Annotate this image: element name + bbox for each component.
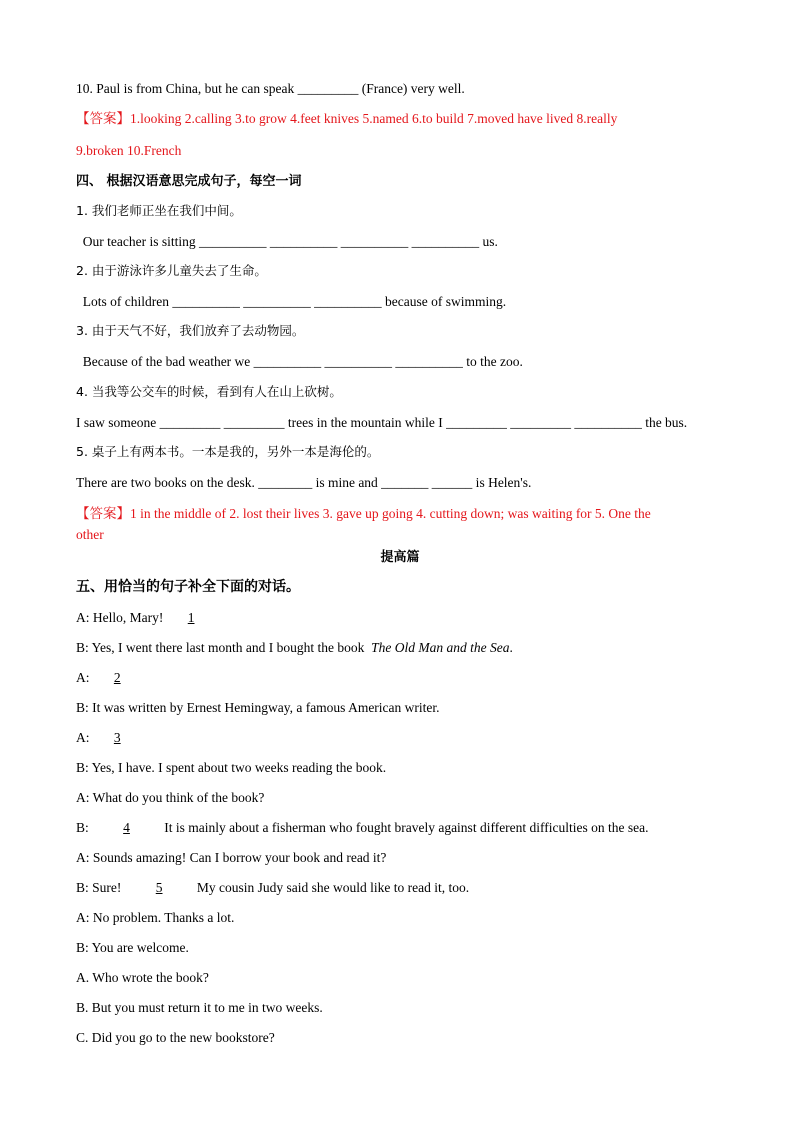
section-tigao-title: 提高篇 [380, 550, 420, 565]
answer-key-2-line-1: 【答案】1 in the middle of 2. lost their lives 3. gave up going 4. cutting down; was waiting for 5. One the [76, 506, 651, 521]
dialogue-text: A: [76, 730, 97, 745]
sentence-4-chinese: 4. 当我等公交车的时候，看到有人在山上砍树。 [76, 384, 342, 399]
dialogue-text: It is mainly about a fisherman who fought bravely against different difficulties on the sea. [157, 820, 649, 835]
dialogue-blank-4: 4 [123, 820, 130, 835]
answer-key-2-line-2: other [76, 527, 104, 542]
sentence-1-english: Our teacher is sitting __________ __________ __________ __________ us. [76, 234, 498, 249]
question-10: 10. Paul is from China, but he can speak _________ (France) very well. [76, 81, 465, 96]
option-b: B. But you must return it to me in two weeks. [76, 1000, 323, 1015]
section-5-title: 五、用恰当的句子补全下面的对话。 [76, 579, 300, 595]
dialogue-blank-1: 1 [187, 610, 195, 625]
dialogue-line-11: A: No problem. Thanks a lot. [76, 910, 235, 925]
sentence-4-english: I saw someone _________ _________ trees in the mountain while I _________ _________ __________ the bus. [76, 415, 688, 430]
sentence-2-english: Lots of children __________ __________ __________ because of swimming. [76, 294, 507, 309]
book-title: The Old Man and the Sea [371, 640, 510, 655]
dialogue-line-4: B: It was written by Ernest Hemingway, a famous American writer. [76, 700, 440, 715]
dialogue-line-5 [76, 731, 138, 745]
dialogue-text: B: Sure! [76, 880, 129, 895]
dialogue-line-10 [76, 881, 469, 895]
dialogue-text: A: Hello, Mary! [76, 610, 171, 625]
dialogue-line-8 [76, 821, 649, 835]
dialogue-line-12: B: You are welcome. [76, 940, 189, 955]
dialogue-line-1 [76, 611, 212, 625]
answer-key-line-1: 【答案】1.looking 2.calling 3.to grow 4.feet knives 5.named 6.to build 7.moved have lived 8.really [76, 111, 618, 126]
section-4-title: 四、 根据汉语意思完成句子，每空一词 [76, 174, 302, 189]
option-c: C. Did you go to the new bookstore? [76, 1030, 275, 1045]
dialogue-text: . [509, 640, 513, 655]
sentence-5-english: There are two books on the desk. ________ is mine and _______ ______ is Helen's. [76, 475, 532, 490]
sentence-2-chinese: 2. 由于游泳许多儿童失去了生命。 [76, 263, 267, 278]
dialogue-blank-3: 3 [113, 730, 121, 745]
dialogue-line-3 [76, 671, 138, 685]
answer-key-line-2: 9.broken 10.French [76, 143, 182, 158]
dialogue-blank-5: 5 [155, 880, 163, 895]
option-a: A. Who wrote the book? [76, 970, 209, 985]
sentence-3-chinese: 3. 由于天气不好，我们放弃了去动物园。 [76, 323, 305, 338]
sentence-5-chinese: 5. 桌子上有两本书。一本是我的，另外一本是海伦的。 [76, 444, 380, 459]
dialogue-text: A: [76, 670, 97, 685]
sentence-1-chinese: 1. 我们老师正坐在我们中间。 [76, 203, 242, 218]
dialogue-line-9: A: Sounds amazing! Can I borrow your book and read it? [76, 850, 387, 865]
sentence-3-english: Because of the bad weather we __________ __________ __________ to the zoo. [76, 354, 523, 369]
dialogue-text: My cousin Judy said she would like to read it, too. [190, 880, 470, 895]
dialogue-line-6: B: Yes, I have. I spent about two weeks reading the book. [76, 760, 387, 775]
dialogue-text: B: [76, 820, 96, 835]
dialogue-line-2 [76, 641, 513, 655]
dialogue-text: B: Yes, I went there last month and I bought the book [76, 640, 372, 655]
dialogue-line-7: A: What do you think of the book? [76, 790, 265, 805]
dialogue-blank-2: 2 [113, 670, 121, 685]
